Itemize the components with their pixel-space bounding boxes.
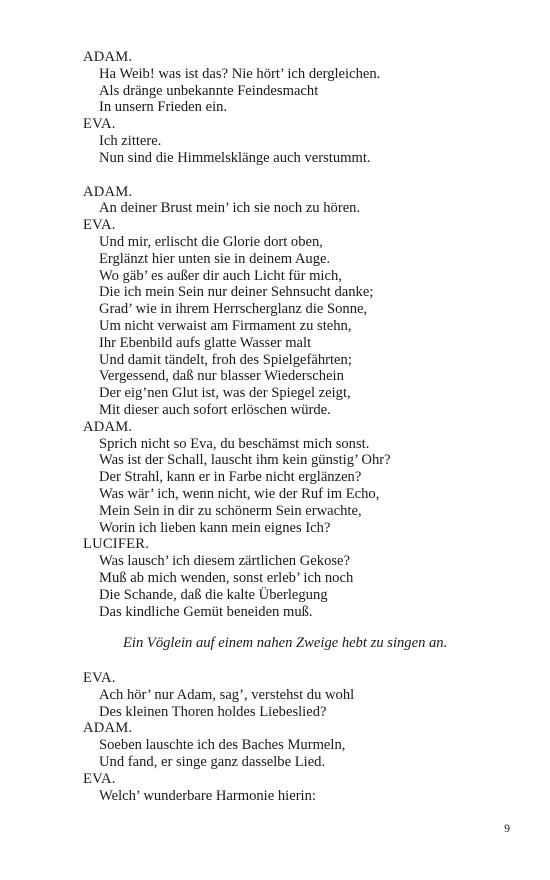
verse-line: Was lausch’ ich diesem zärtlichen Gekose?	[99, 553, 351, 570]
verse-line: Welch’ wunderbare Harmonie hierin:	[99, 787, 316, 804]
verse-line: An deiner Brust mein’ ich sie noch zu hören.	[99, 200, 361, 217]
verse-line: Um nicht verwaist am Firmament zu stehn,	[99, 317, 352, 334]
verse-line: Das kindliche Gemüt beneiden muß.	[99, 603, 313, 620]
speaker-name: EVA.	[83, 217, 116, 234]
verse-line: Sprich nicht so Eva, du beschämst mich sonst.	[99, 435, 370, 452]
verse-line: Mein Sein in dir zu schönerm Sein erwachte,	[99, 502, 362, 519]
speech-block	[83, 536, 523, 620]
speech-block	[83, 184, 523, 218]
page-number: 9	[504, 823, 510, 835]
speaker-name: ADAM.	[83, 720, 133, 737]
speaker-name: ADAM.	[83, 418, 133, 435]
verse-line: Soeben lauschte ich des Baches Murmeln,	[99, 737, 346, 754]
verse-line: Vergessend, daß nur blasser Wiederschein	[99, 368, 344, 385]
speaker-name: ADAM.	[83, 49, 133, 65]
verse-line: Erglänzt hier unten sie in deinem Auge.	[99, 250, 331, 267]
verse-line: Muß ab mich wenden, sonst erleb’ ich noch	[99, 569, 354, 586]
verse-line: Als dränge unbekannte Feindesmacht	[99, 82, 319, 99]
verse-line: Wo gäb’ es außer dir auch Licht für mich,	[99, 267, 342, 284]
verse-line: Und mir, erlischt die Glorie dort oben,	[99, 233, 323, 250]
speaker-name: EVA.	[83, 770, 116, 787]
verse-line: Nun sind die Himmelsklänge auch verstummt.	[99, 149, 371, 166]
verse-line: Ich zittere.	[99, 132, 162, 149]
verse-line: Die ich mein Sein nur deiner Sehnsucht danke;	[99, 284, 374, 301]
speech-block	[83, 116, 523, 166]
verse-line: Ha Weib! was ist das? Nie hört’ ich dergleichen.	[99, 65, 381, 82]
verse-line: In unsern Frieden ein.	[99, 99, 228, 116]
play-text	[83, 49, 523, 804]
speaker-name: EVA.	[83, 116, 116, 133]
speech-block	[83, 670, 523, 720]
verse-line: Der eig’nen Glut ist, was der Spiegel zeigt,	[99, 385, 351, 402]
verse-line: Was ist der Schall, lauscht ihm kein günstig’ Ohr?	[99, 452, 391, 469]
verse-line: Grad’ wie in ihrem Herrscherglanz die Sonne,	[99, 301, 368, 318]
verse-line: Und fand, er singe ganz dasselbe Lied.	[99, 754, 326, 771]
verse-line: Die Schande, daß die kalte Überlegung	[99, 586, 328, 603]
verse-line: Des kleinen Thoren holdes Liebeslied?	[99, 703, 327, 720]
stage-direction: Ein Vöglein auf einem nahen Zweige hebt zu singen an.	[123, 635, 448, 652]
speech-block	[83, 771, 523, 805]
speech-block	[83, 720, 523, 770]
verse-line: Ihr Ebenbild aufs glatte Wasser malt	[99, 334, 312, 351]
verse-line: Worin ich lieben kann mein eignes Ich?	[99, 519, 331, 536]
speaker-name: EVA.	[83, 670, 116, 687]
speaker-name: LUCIFER.	[83, 536, 150, 553]
verse-line: Und damit tändelt, froh des Spielgefährten;	[99, 351, 352, 368]
speaker-name: ADAM.	[83, 183, 133, 200]
speech-block	[83, 49, 523, 116]
speech-block	[83, 419, 523, 537]
speech-block	[83, 217, 523, 419]
verse-line: Was wär’ ich, wenn nicht, wie der Ruf im Echo,	[99, 485, 380, 502]
verse-line: Mit dieser auch sofort erlöschen würde.	[99, 401, 331, 418]
verse-line: Der Strahl, kann er in Farbe nicht erglänzen?	[99, 469, 362, 486]
verse-line: Ach hör’ nur Adam, sag’, verstehst du wohl	[99, 686, 355, 703]
